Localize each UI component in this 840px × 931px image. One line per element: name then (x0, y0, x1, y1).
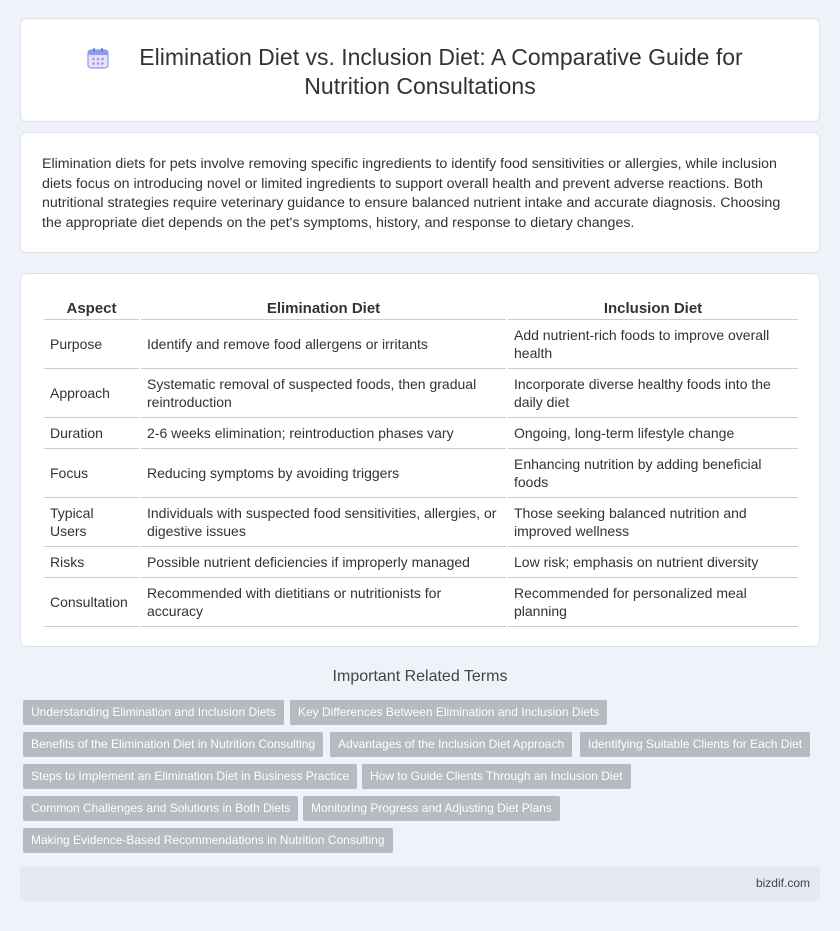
page-title-line-2: Nutrition Consultations (304, 73, 536, 99)
table-cell: Risks (44, 547, 139, 578)
page-title-line-1: Elimination Diet vs. Inclusion Diet: A Comparative Guide for (139, 44, 743, 70)
table-row (44, 498, 798, 547)
header-card (20, 18, 820, 122)
table-cell: Individuals with suspected food sensitivities, allergies, or digestive issues (141, 498, 506, 547)
table-cell: Consultation (44, 578, 139, 627)
table-cell: Enhancing nutrition by adding beneficial foods (508, 449, 798, 498)
table-cell: Ongoing, long-term lifestyle change (508, 418, 798, 449)
table-cell: Systematic removal of suspected foods, then gradual reintroduction (141, 369, 506, 418)
table-cell: Possible nutrient deficiencies if improperly managed (141, 547, 506, 578)
table-row (44, 320, 798, 369)
table-cell: Recommended with dietitians or nutritionists for accuracy (141, 578, 506, 627)
table-cell: Approach (44, 369, 139, 418)
table-cell: 2-6 weeks elimination; reintroduction phases vary (141, 418, 506, 449)
table-cell: Duration (44, 418, 139, 449)
related-term-tag[interactable]: Understanding Elimination and Inclusion Diets (23, 700, 284, 725)
related-term-tag[interactable]: Key Differences Between Elimination and Inclusion Diets (290, 700, 607, 725)
related-term-tag[interactable]: Making Evidence-Based Recommendations in Nutrition Consulting (23, 828, 393, 853)
table-cell: Those seeking balanced nutrition and improved wellness (508, 498, 798, 547)
footer-site-link[interactable]: bizdif.com (755, 876, 810, 890)
table-cell: Typical Users (44, 498, 139, 547)
related-term-tag[interactable]: Steps to Implement an Elimination Diet in Business Practice (23, 764, 357, 789)
table-cell: Recommended for personalized meal planning (508, 578, 798, 627)
related-term-tag[interactable]: Monitoring Progress and Adjusting Diet Plans (303, 796, 560, 821)
related-term-tag[interactable]: Common Challenges and Solutions in Both Diets (23, 796, 298, 821)
table-row (44, 418, 798, 449)
page-title (21, 43, 819, 101)
intro-paragraph: Elimination diets for pets involve removing specific ingredients to identify food sensitivities or allergies, while inclusion diets focus on introducing novel or limited ingredients to support overall health and prevent adverse reactions. Both nutritional strategies require veterinary guidance to ensure balanced nutrient intake and accurate diagnosis. Choosing the appropriate diet depends on the pet's symptoms, history, and response to dietary changes. (42, 156, 781, 231)
table-row (44, 369, 798, 418)
table-cell: Low risk; emphasis on nutrient diversity (508, 547, 798, 578)
related-terms-heading: Important Related Terms (332, 668, 508, 685)
table-cell: Focus (44, 449, 139, 498)
related-term-tag[interactable]: Benefits of the Elimination Diet in Nutrition Consulting (23, 732, 323, 757)
table-cell: Identify and remove food allergens or irritants (141, 320, 506, 369)
footer (20, 866, 820, 901)
table-row (44, 547, 798, 578)
comparison-table (42, 294, 800, 627)
column-header-elimination: Elimination Diet (141, 294, 506, 320)
table-cell: Reducing symptoms by avoiding triggers (141, 449, 506, 498)
table-cell: Add nutrient-rich foods to improve overall health (508, 320, 798, 369)
related-term-tag[interactable]: Identifying Suitable Clients for Each Diet (580, 732, 810, 757)
related-term-tag[interactable]: How to Guide Clients Through an Inclusion Diet (362, 764, 631, 789)
comparison-table-card (20, 273, 820, 647)
table-row (44, 449, 798, 498)
table-row (44, 578, 798, 627)
column-header-aspect: Aspect (44, 294, 139, 320)
column-header-inclusion: Inclusion Diet (508, 294, 798, 320)
related-term-tag[interactable]: Advantages of the Inclusion Diet Approach (330, 732, 572, 757)
table-cell: Purpose (44, 320, 139, 369)
table-cell: Incorporate diverse healthy foods into the daily diet (508, 369, 798, 418)
intro-card (20, 132, 820, 253)
table-header-row (44, 294, 798, 320)
